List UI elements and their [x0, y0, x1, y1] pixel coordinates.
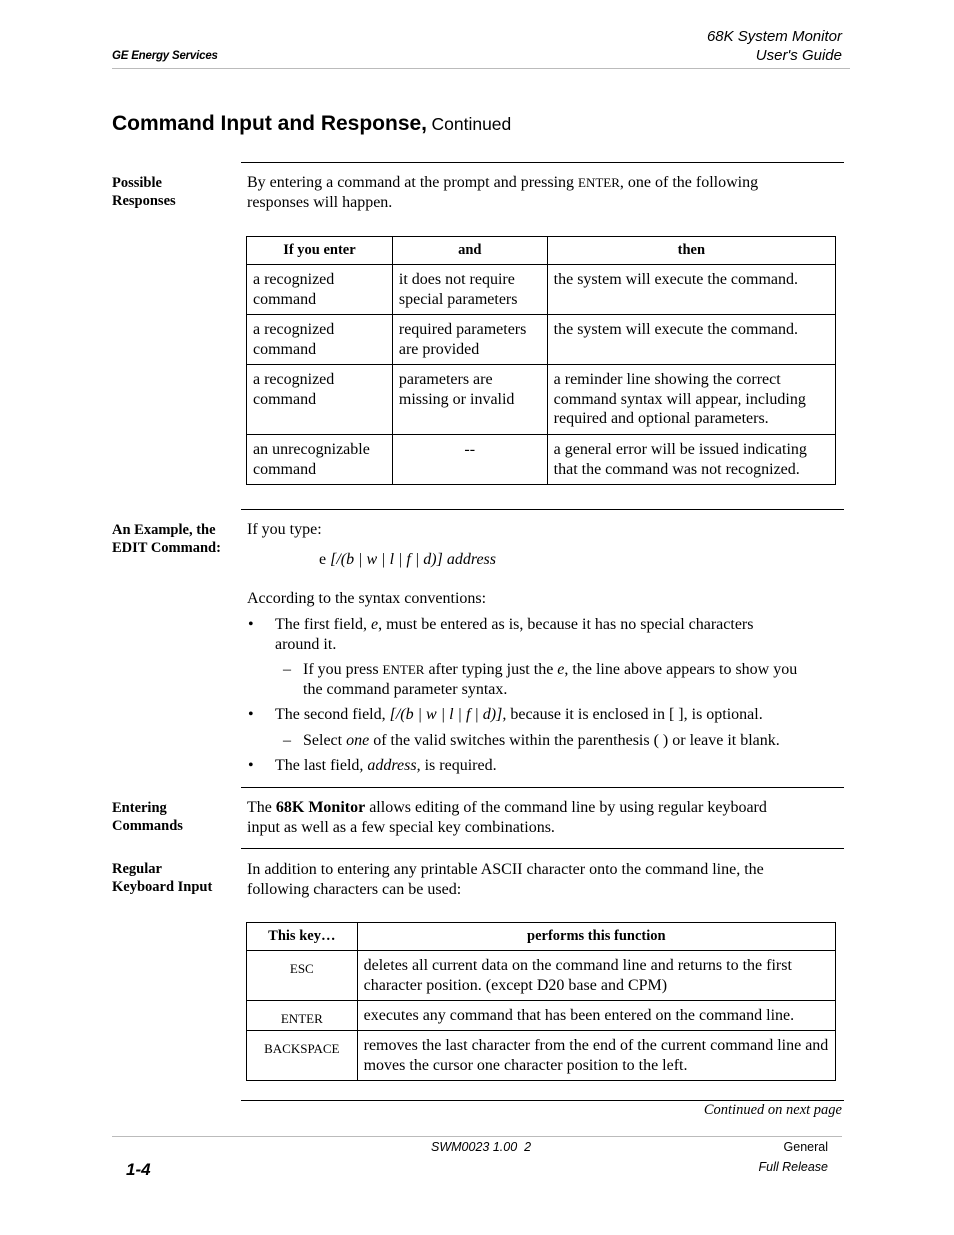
header-doc-title-line1: 68K System Monitor	[706, 28, 842, 45]
possible-responses-intro	[247, 173, 843, 212]
page-title	[112, 112, 511, 136]
side-label-line: An Example, the	[112, 522, 216, 538]
footer-page-number: 1-4	[126, 1160, 151, 1179]
table-row	[247, 1001, 836, 1031]
list-text-em: e	[557, 661, 565, 678]
list-text: because it is enclosed in [ ], is optional.	[506, 706, 763, 723]
table-header-row	[247, 237, 836, 265]
body-text: input as well as a few special key combinations.	[247, 818, 555, 836]
function-cell: removes the last character from the end of the current command line and moves the cursor one character position to the left.	[357, 1031, 835, 1081]
table-row	[247, 435, 836, 485]
table-cell: it does not require special parameters	[392, 265, 547, 315]
side-label-line: Entering	[112, 800, 167, 816]
sub-list-item	[303, 731, 848, 751]
table-cell: an unrecognizable command	[247, 435, 393, 485]
column-header: If you enter	[247, 237, 393, 265]
enter-key-label: ENTER	[382, 662, 425, 677]
body-text: allows editing of the command line by using regular keyboard	[365, 799, 767, 816]
divider-continued	[241, 1100, 844, 1101]
table-row	[247, 315, 836, 365]
bullet-marker: •	[248, 757, 254, 774]
table-row	[247, 1031, 836, 1081]
header-doc-title-line2: User's Guide	[755, 47, 842, 64]
function-cell: executes any command that has been entered on the command line.	[357, 1001, 835, 1031]
table-row	[247, 951, 836, 1001]
list-item	[275, 705, 843, 725]
side-label-line: EDIT Command:	[112, 540, 221, 556]
list-text: If you press	[303, 661, 383, 678]
body-text: In addition to entering any printable ASCII character onto the command line, the	[247, 861, 764, 878]
function-cell: deletes all current data on the command line and returns to the first character position. (except D20 base and CPM)	[357, 951, 835, 1001]
side-label-entering-commands	[112, 799, 237, 835]
continued-next-page: Continued on next page	[703, 1102, 842, 1118]
side-label-line: Responses	[112, 193, 176, 209]
intro-text: By entering a command at the prompt and pressing	[247, 174, 579, 191]
divider-example	[241, 509, 844, 510]
responses-table	[246, 236, 836, 485]
table-row	[247, 265, 836, 315]
bullet-marker: •	[248, 616, 254, 633]
sub-list-item	[303, 660, 848, 699]
table-cell: a recognized command	[247, 315, 393, 365]
column-header: then	[547, 237, 835, 265]
bullet-marker: •	[248, 706, 254, 723]
list-item	[275, 756, 843, 776]
side-label-example	[112, 521, 237, 557]
keys-table	[246, 922, 836, 1081]
command-args: [/(b | w | l | f | d)] address	[330, 551, 497, 568]
list-text: The first field,	[275, 616, 371, 633]
column-header: and	[392, 237, 547, 265]
footer-release: Full Release	[758, 1160, 828, 1174]
list-text: The second field,	[275, 706, 390, 723]
list-text-em: [/(b | w | l | f | d)],	[389, 706, 507, 723]
intro-text: responses will happen.	[247, 193, 393, 211]
enter-key-label: ENTER	[578, 175, 620, 190]
side-label-line: Regular	[112, 861, 162, 877]
command-name: e	[319, 551, 331, 568]
list-text: Select	[303, 732, 347, 749]
table-cell: parameters are missing or invalid	[392, 365, 547, 435]
list-text-em: e	[370, 616, 379, 633]
table-cell: a recognized command	[247, 265, 393, 315]
page-title-continued: Continued	[431, 114, 512, 134]
divider-entering-commands	[241, 787, 844, 788]
command-syntax	[319, 550, 819, 570]
list-text-em: one	[346, 732, 370, 749]
list-text-em: , address	[359, 757, 417, 774]
column-header: This key…	[247, 923, 358, 951]
footer-category: General	[783, 1140, 828, 1154]
footer-rule	[112, 1136, 842, 1137]
side-label-keyboard-input	[112, 860, 237, 896]
header-company: GE Energy Services	[112, 50, 218, 62]
list-text: , the line above appears to show you	[564, 661, 798, 678]
list-text: of the valid switches within the parenthesis ( ) or leave it blank.	[369, 732, 780, 749]
table-header-row	[247, 923, 836, 951]
dash-marker: –	[283, 732, 291, 749]
page-title-main: Command Input and Response,	[112, 112, 428, 135]
table-cell: a reminder line showing the correct command syntax will appear, including required and optional parameters.	[547, 365, 835, 435]
if-you-type: If you type:	[247, 521, 322, 538]
side-label-line: Possible	[112, 175, 162, 191]
entering-commands-text	[247, 798, 843, 837]
table-cell: the system will execute the command.	[547, 315, 835, 365]
list-text: the command parameter syntax.	[303, 680, 508, 698]
body-text: following characters can be used:	[247, 880, 462, 898]
key-cell: ESC	[247, 951, 358, 1001]
key-cell: BACKSPACE	[247, 1031, 358, 1081]
table-cell: a recognized command	[247, 365, 393, 435]
footer-doc-id: SWM0023 1.00 2	[431, 1140, 532, 1154]
side-label-line: Keyboard Input	[112, 879, 213, 895]
list-text: , must be entered as is, because it has no special characters	[378, 616, 754, 633]
side-label-possible-responses	[112, 174, 237, 210]
table-cell: the system will execute the command.	[547, 265, 835, 315]
syntax-conventions: According to the syntax conventions:	[247, 590, 487, 607]
table-cell: required parameters are provided	[392, 315, 547, 365]
list-text: around it.	[275, 635, 337, 653]
divider-possible-responses	[241, 162, 844, 163]
list-text: after typing just the	[424, 661, 558, 678]
column-header: performs this function	[357, 923, 835, 951]
table-cell: a general error will be issued indicating that the command was not recognized.	[547, 435, 835, 485]
side-label-line: Commands	[112, 818, 183, 834]
header-doc-title	[707, 27, 842, 65]
list-text: The last field	[275, 757, 360, 774]
header-rule	[112, 68, 850, 69]
keyboard-intro	[247, 860, 843, 899]
body-text-bold: 68K Monitor	[275, 799, 366, 816]
dash-marker: –	[283, 661, 291, 678]
key-cell: ENTER	[247, 1001, 358, 1031]
list-text: , is required.	[416, 757, 497, 774]
intro-text: , one of the following	[619, 174, 759, 191]
list-item	[275, 615, 843, 654]
body-text: The	[247, 799, 276, 816]
table-row	[247, 365, 836, 435]
divider-keyboard-input	[241, 848, 844, 849]
table-cell: --	[392, 435, 547, 485]
